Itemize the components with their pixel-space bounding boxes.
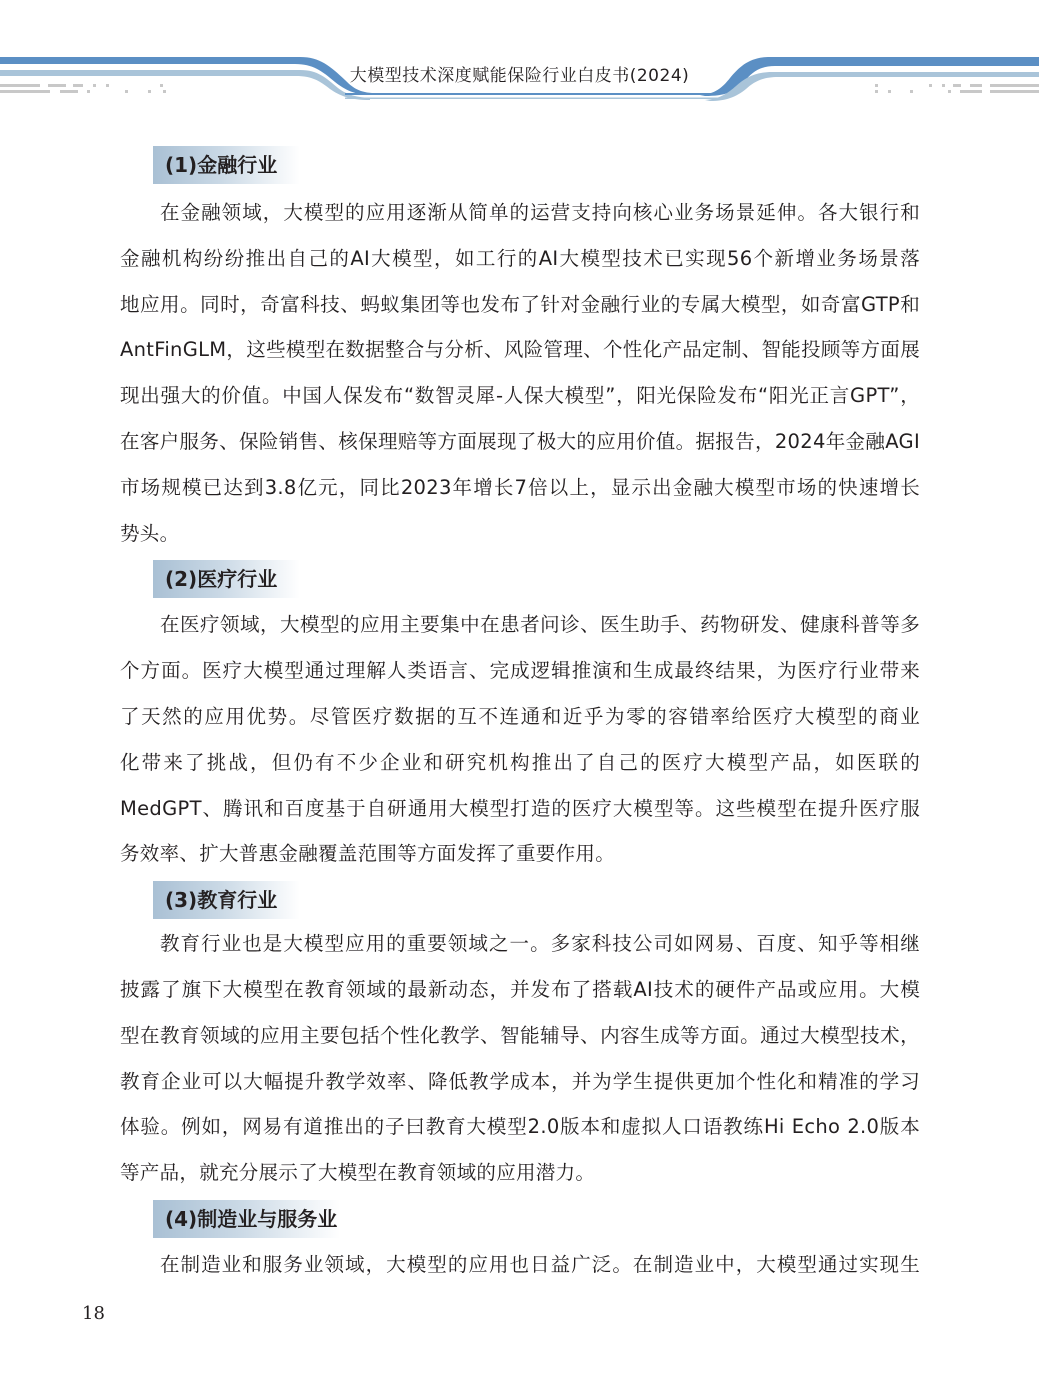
text-line: 势头。: [120, 521, 180, 545]
text-line: 在金融领域，大模型的应用逐渐从简单的运营支持向核心业务场景延伸。各大银行和: [160, 201, 920, 224]
text-line: 务效率、扩大普惠金融覆盖范围等方面发挥了重要作用。: [120, 842, 616, 866]
section-manufacturing-services: [120, 1200, 920, 1288]
text-line: 等产品，就充分展示了大模型在教育领域的应用潜力。: [120, 1161, 596, 1185]
section-heading: (4)制造业与服务业: [153, 1200, 340, 1238]
paragraph: [120, 1242, 920, 1288]
text-line: MedGPT、腾讯和百度基于自研通用大模型打造的医疗大模型等。这些模型在提升医疗服: [120, 796, 920, 820]
text-line: 教育企业可以大幅提升教学效率、降低教学成本，并为学生提供更加个性化和精准的学习: [120, 1069, 920, 1093]
text-line: AntFinGLM，这些模型在数据整合与分析、风险管理、个性化产品定制、智能投顾等方面展: [120, 338, 920, 362]
text-line: 现出强大的价值。中国人保发布“数智灵犀-人保大模型”，阳光保险发布“阳光正言GPT”，: [120, 384, 920, 408]
text-line: 金融机构纷纷推出自己的AI大模型，如工行的AI大模型技术已实现56个新增业务场景落: [120, 246, 920, 270]
text-line: 型在教育领域的应用主要包括个性化教学、智能辅导、内容生成等方面。通过大模型技术，: [120, 1023, 920, 1047]
section-education: [120, 881, 920, 1196]
text-line: 披露了旗下大模型在教育领域的最新动态，并发布了搭载AI技术的硬件产品或应用。大模: [120, 977, 920, 1001]
page-number: 18: [82, 1303, 105, 1324]
text-line: 化带来了挑战，但仍有不少企业和研究机构推出了自己的医疗大模型产品，如医联的: [120, 750, 920, 774]
section-healthcare: [120, 560, 920, 877]
text-line: 在医疗领域，大模型的应用主要集中在患者问诊、医生助手、药物研发、健康科普等多: [160, 613, 920, 637]
section-heading: (3)教育行业: [153, 881, 300, 919]
document-running-title: 大模型技术深度赋能保险行业白皮书(2024): [349, 66, 690, 86]
text-line: 地应用。同时，奇富科技、蚂蚁集团等也发布了针对金融行业的专属大模型，如奇富GTP和: [120, 292, 920, 316]
text-line: 市场规模已达到3.8亿元，同比2023年增长7倍以上，显示出金融大模型市场的快速增长: [120, 475, 920, 499]
text-line: 在制造业和服务业领域，大模型的应用也日益广泛。在制造业中，大模型通过实现生: [160, 1252, 920, 1276]
section-heading: (2)医疗行业: [153, 560, 300, 598]
text-line: 了天然的应用优势。尽管医疗数据的互不连通和近乎为零的容错率给医疗大模型的商业: [120, 704, 920, 728]
text-line: 体验。例如，网易有道推出的子曰教育大模型2.0版本和虚拟人口语教练Hi Echo 2.0版本: [120, 1115, 920, 1139]
section-heading: (1)金融行业: [153, 146, 300, 184]
text-line: 在客户服务、保险销售、核保理赔等方面展现了极大的应用价值。据报告，2024年金融AGI: [120, 429, 920, 453]
header-wave-decoration: [0, 0, 1039, 110]
text-line: 个方面。医疗大模型通过理解人类语言、完成逻辑推演和生成最终结果，为医疗行业带来: [120, 659, 920, 683]
text-line: 教育行业也是大模型应用的重要领域之一。多家科技公司如网易、百度、知乎等相继: [160, 932, 920, 956]
paragraph: [120, 190, 920, 556]
paragraph: [120, 921, 920, 1196]
paragraph: [120, 602, 920, 877]
document-body: [120, 146, 920, 1288]
section-finance: [120, 146, 920, 556]
